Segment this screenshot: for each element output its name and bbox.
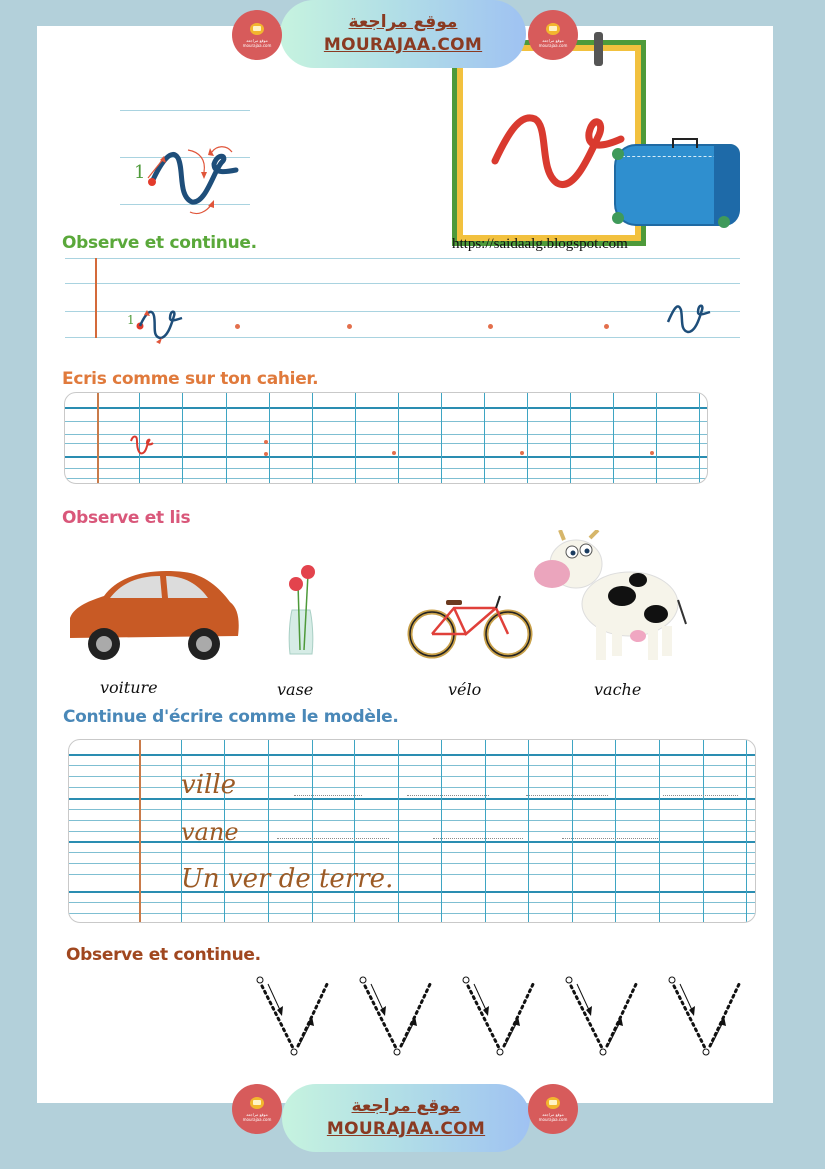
word-caption-voiture: voiture [100, 678, 158, 697]
start-dot [264, 440, 268, 444]
model-sentence-un-ver-de-terre: Un ver de terre. [181, 864, 394, 894]
site-logo-badge-right[interactable] [528, 10, 578, 60]
banner-site-link[interactable]: MOURAJAA.COM [326, 1119, 486, 1139]
section-title-observe-lis: Observe et lis [62, 508, 191, 528]
v-trace-2 [360, 977, 431, 1055]
section-title-continue-modele: Continue d'écrire comme le modèle. [63, 707, 399, 727]
red-cursive-v-icon [463, 51, 633, 231]
bicycle-illustration [406, 586, 534, 662]
stroke-number: 1 [134, 162, 146, 183]
badge-text-ar: موقع مراجعة [246, 1111, 268, 1117]
v-trace-4 [566, 977, 637, 1055]
banner-site-link[interactable]: MOURAJAA.COM [323, 35, 483, 55]
blog-url-link[interactable]: https://saidaalg.blogspot.com [452, 236, 628, 252]
dotted-write-line[interactable] [526, 795, 608, 796]
v-trace-5 [669, 977, 740, 1055]
badge-text-en: mourajaa.com [242, 1116, 272, 1122]
dotted-write-line[interactable] [663, 795, 738, 796]
badge-text-en: mourajaa.com [538, 1116, 568, 1122]
suitcase-handle-icon [672, 138, 698, 148]
site-logo-badge-left-bottom[interactable] [232, 1084, 282, 1134]
model-letter-v-icon [130, 304, 190, 344]
model-letter-v-red-icon [127, 431, 157, 461]
start-dot [488, 324, 493, 329]
cursive-v-stroke-icon [120, 100, 260, 220]
dotted-write-line[interactable] [433, 838, 523, 839]
writing-grid-1[interactable] [64, 392, 708, 484]
site-logo-badge-right-bottom[interactable] [528, 1084, 578, 1134]
car-illustration [64, 566, 240, 662]
flower-vase-illustration [278, 558, 326, 662]
model-word-ville: ville [181, 770, 237, 800]
badge-text-ar: موقع مراجعة [542, 1111, 564, 1117]
badge-text-ar: موقع مراجعة [246, 37, 268, 43]
word-caption-velo: vélo [448, 680, 482, 699]
start-dot [520, 451, 524, 455]
start-dot [650, 451, 654, 455]
badge-text-ar: موقع مراجعة [542, 37, 564, 43]
dotted-write-line[interactable] [277, 838, 389, 839]
site-logo-badge-left[interactable] [232, 10, 282, 60]
banner-arabic-title[interactable]: موقع مراجعة [348, 12, 458, 32]
start-dot [604, 324, 609, 329]
dotted-write-line[interactable] [294, 795, 362, 796]
badge-text-en: mourajaa.com [538, 42, 568, 48]
book-icon [546, 23, 560, 35]
start-dot [347, 324, 352, 329]
stroke-number: 1 [127, 313, 135, 327]
v-trace-1 [257, 977, 328, 1055]
start-dot [264, 452, 268, 456]
v-tracing-row [250, 972, 750, 1062]
model-word-vane: vane [181, 818, 239, 846]
suitcase-illustration [614, 144, 740, 226]
dotted-write-line[interactable] [562, 838, 658, 839]
dotted-write-line[interactable] [407, 795, 489, 796]
clip-icon [594, 32, 603, 66]
letter-stroke-demo [120, 100, 260, 220]
writing-grid-2[interactable] [68, 739, 756, 923]
book-icon [546, 1097, 560, 1109]
v-trace-3 [463, 977, 534, 1055]
section-title-ecris-cahier: Ecris comme sur ton cahier. [62, 369, 319, 389]
section-title-observe-continue: Observe et continue. [62, 233, 257, 253]
model-letter-v-end-icon [664, 298, 714, 338]
start-dot [235, 324, 240, 329]
book-icon [250, 23, 264, 35]
site-banner-top[interactable] [280, 0, 526, 68]
site-banner-bottom[interactable] [282, 1084, 530, 1152]
book-icon [250, 1097, 264, 1109]
banner-arabic-title[interactable]: موقع مراجعة [351, 1096, 461, 1116]
section-title-observe-continue-2: Observe et continue. [66, 945, 261, 965]
badge-text-en: mourajaa.com [242, 42, 272, 48]
word-caption-vase: vase [277, 680, 314, 699]
start-dot [392, 451, 396, 455]
word-caption-vache: vache [594, 680, 642, 699]
cow-illustration [526, 530, 690, 666]
